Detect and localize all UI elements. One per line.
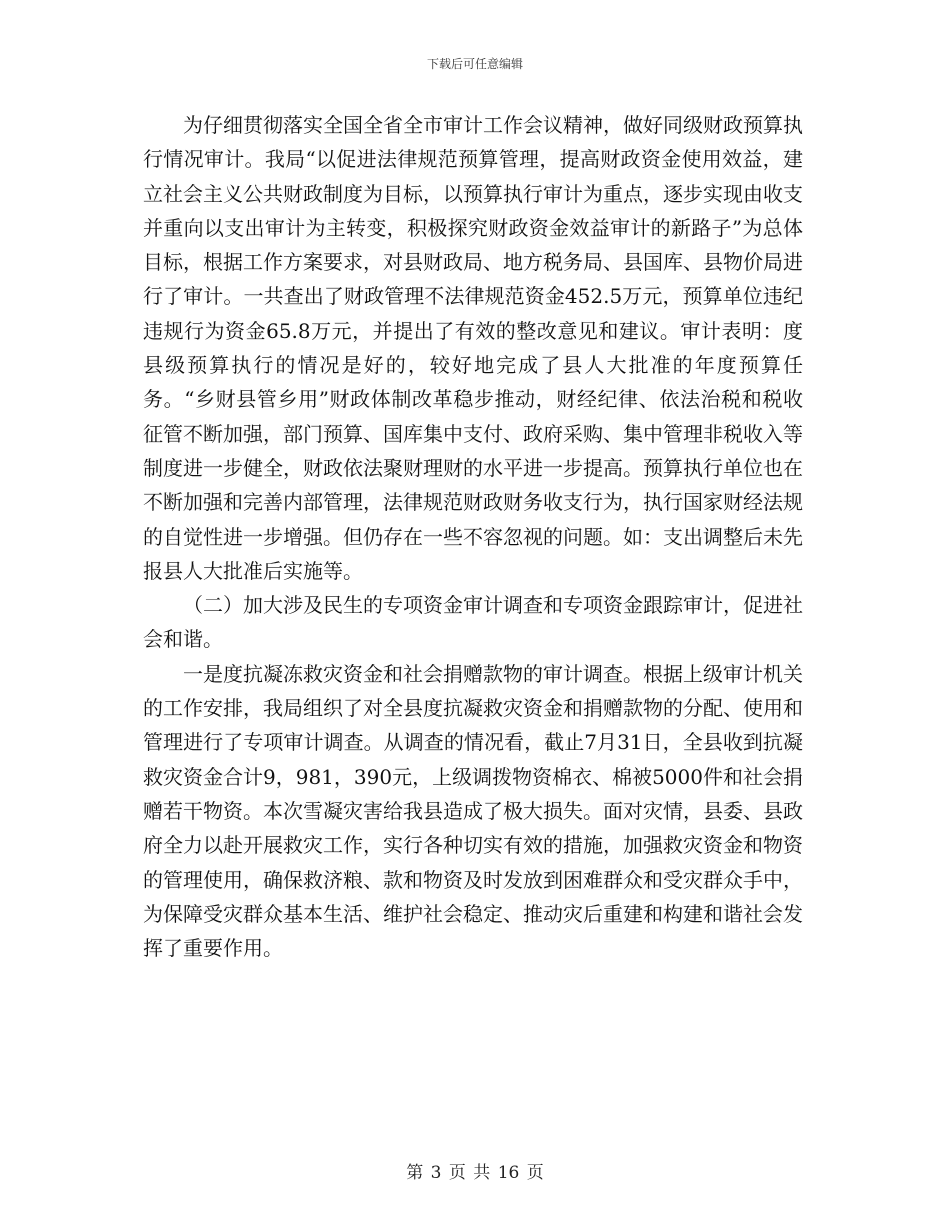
paragraph-budget-audit: 为仔细贯彻落实全国全省全市审计工作会议精神，做好同级财政预算执行情况审计。我局“以促进法律规范预算管理，提高财政资金使用效益，建立社会主义公共财政制度为目标，以预算执行审计为重点，逐步实现由收支并重向以支出审计为主转变，积极探究财政资金效益审计的新路子”为总体目标，根据工作方案要求，对县财政局、地方税务局、县国库、县物价局进行了审计。一共查出了财政管理不法律规范资金452.5万元，预算单位违纪违规行为资金65.8万元，并提出了有效的整改意见和建议。审计表明：度县级预算执行的情况是好的，较好地完成了县人大批准的年度预算任务。“乡财县管乡用”财政体制改革稳步推动，财经纪律、依法治税和税收征管不断加强，部门预算、国库集中支付、政府采购、集中管理非税收入等制度进一步健全，财政依法聚财理财的水平进一步提高。预算执行单位也在不断加强和完善内部管理，法律规范财政财务收支行为，执行国家财经法规的自觉性进一步增强。但仍存在一些不容忽视的问题。如：支出调整后未先报县人大批准后实施等。 (143, 113, 803, 583)
paragraph-disaster-relief-audit: 一是度抗凝冻救灾资金和社会捐赠款物的审计调查。根据上级审计机关的工作安排，我局组织了对全县度抗凝救灾资金和捐赠款物的分配、使用和管理进行了专项审计调查。从调查的情况看，截止7月31日，全县收到抗凝救灾资金合计9，981，390元，上级调拨物资棉衣、棉被5000件和社会捐赠若干物资。本次雪凝灾害给我县造成了极大损失。面对灾情，县委、县政府全力以赴开展救灾工作，实行各种切实有效的措施，加强救灾资金和物资的管理使用，确保救济粮、款和物资及时发放到困难群众和受灾群众手中，为保障受灾群众基本生活、维护社会稳定、推动灾后重建和构建和谐社会发挥了重要作用。 (143, 661, 803, 961)
page-footer: 第 3 页 共 16 页 (406, 1163, 544, 1183)
page-header: 下载后可任意编辑 (426, 57, 523, 71)
document-body (143, 108, 803, 965)
paragraph-section-heading: （二）加大涉及民生的专项资金审计调查和专项资金跟踪审计，促进社会和谐。 (143, 593, 803, 652)
